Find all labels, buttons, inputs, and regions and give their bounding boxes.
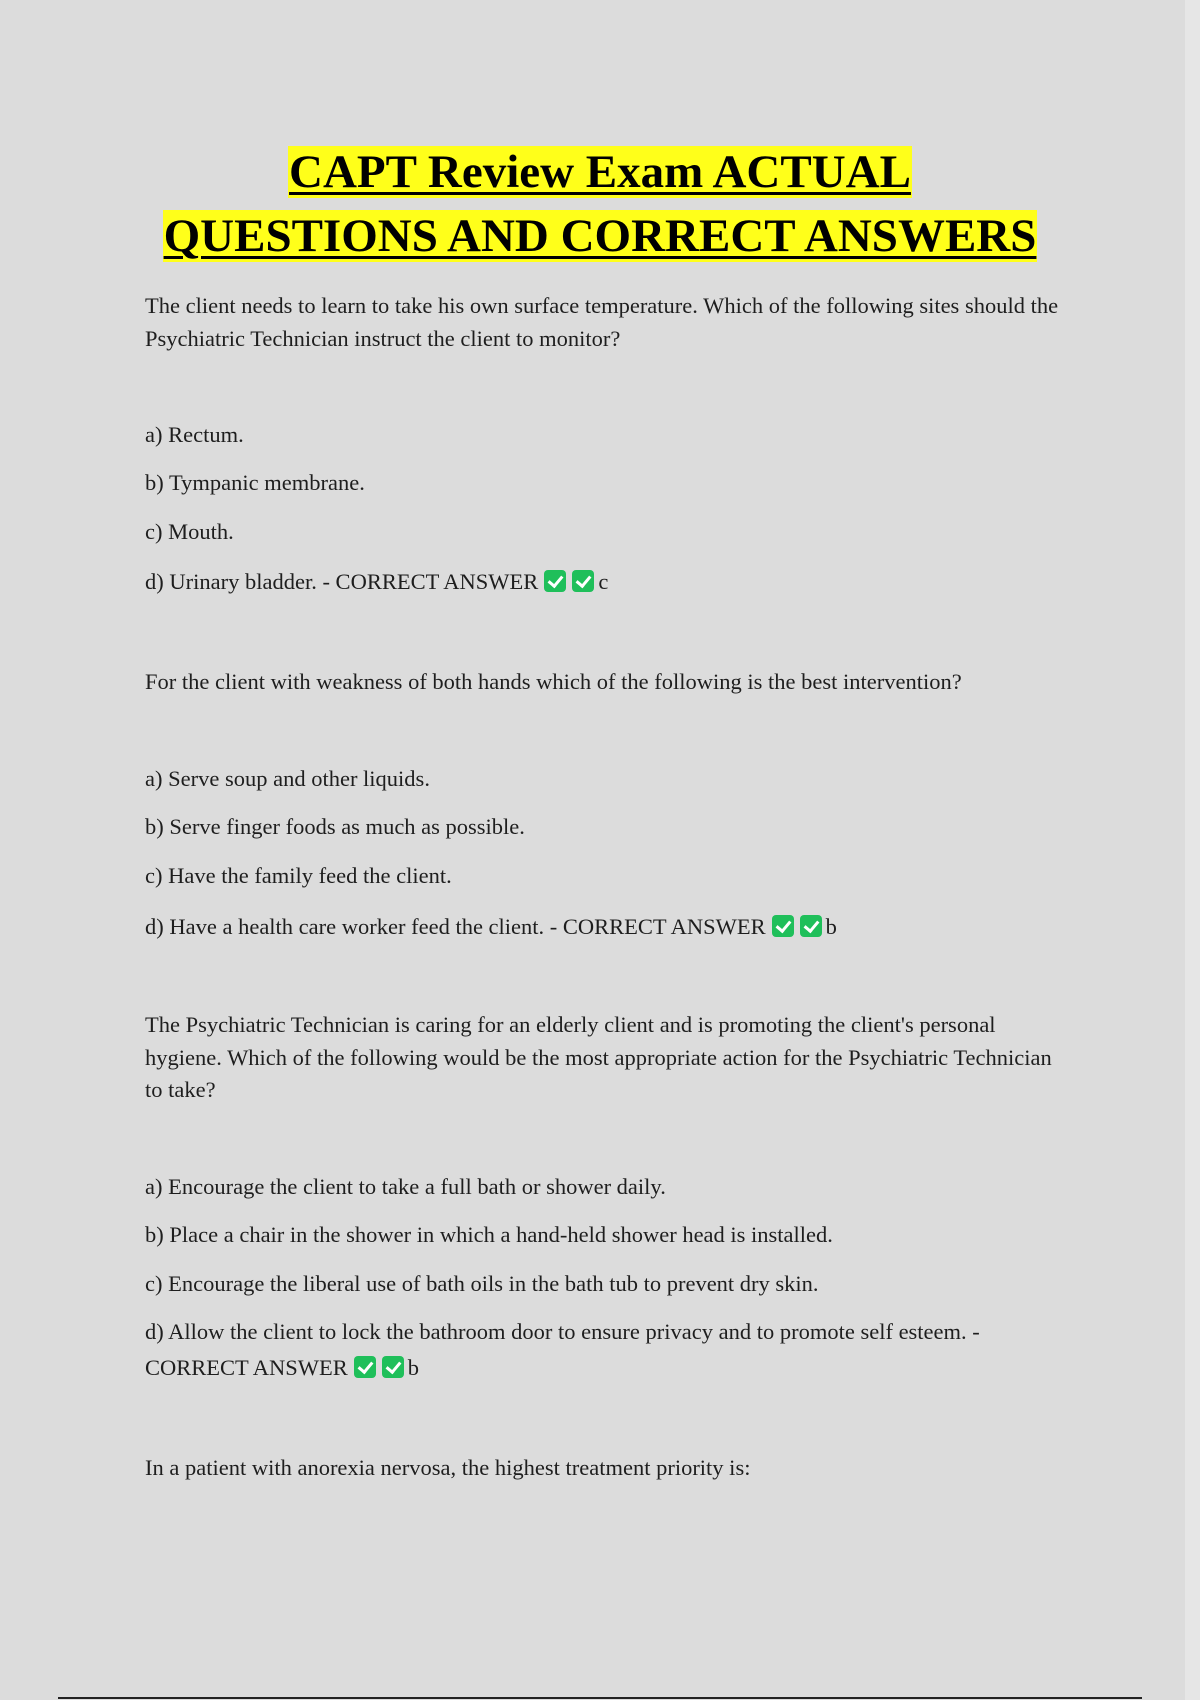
question-2-option-a: a) Serve soup and other liquids.: [145, 766, 430, 791]
question-2-option-d-text: d) Have a health care worker feed the client. - CORRECT ANSWER: [145, 914, 766, 939]
title-line-2: QUESTIONS AND CORRECT ANSWERS: [163, 210, 1037, 262]
question-3-option-d: [145, 1314, 1065, 1386]
title-line-1: CAPT Review Exam ACTUAL: [289, 146, 911, 198]
question-2-stem: For the client with weakness of both hands which of the following is the best intervention?: [145, 669, 962, 694]
question-3-option-a: a) Encourage the client to take a full bath or shower daily.: [145, 1174, 666, 1199]
green-checkbox-icon: [572, 570, 594, 592]
question-3-stem: The Psychiatric Technician is caring for an elderly client and is promoting the client's personal hygiene. Which of the following would be the most appropriate action for the Psychiatric Technician to take?: [145, 1012, 1052, 1102]
green-checkbox-icon: [772, 915, 794, 937]
question-1-stem: The client needs to learn to take his own surface temperature. Which of the following sites should the Psychiatric Technician instruct the client to monitor?: [145, 293, 1059, 351]
question-3-option-d-text: d) Allow the client to lock the bathroom door to ensure privacy and to promote self esteem. - CORRECT ANSWER: [145, 1319, 980, 1380]
question-3-option-c: c) Encourage the liberal use of bath oils in the bath tub to prevent dry skin.: [145, 1271, 819, 1296]
green-checkbox-icon: [354, 1356, 376, 1378]
green-checkbox-icon: [382, 1356, 404, 1378]
green-checkbox-icon: [800, 915, 822, 937]
viewer-scroll-edge: [1185, 0, 1200, 1700]
green-checkbox-icon: [544, 570, 566, 592]
question-3-answer: b: [407, 1355, 419, 1380]
question-1-option-d: [145, 567, 1065, 597]
question-4-stem: In a patient with anorexia nervosa, the highest treatment priority is:: [145, 1455, 751, 1480]
question-2-option-d: [145, 912, 1065, 942]
question-1-answer: c: [598, 569, 609, 594]
question-1-option-a: a) Rectum.: [145, 422, 244, 447]
question-2-option-b: b) Serve finger foods as much as possible.: [145, 814, 525, 839]
question-1-option-d-text: d) Urinary bladder. - CORRECT ANSWER: [145, 569, 539, 594]
question-2-option-c: c) Have the family feed the client.: [145, 863, 452, 888]
question-2-answer: b: [825, 914, 837, 939]
question-3-option-b: b) Place a chair in the shower in which a hand-held shower head is installed.: [145, 1222, 833, 1247]
question-1-option-c: c) Mouth.: [145, 519, 234, 544]
question-1-option-b: b) Tympanic membrane.: [145, 470, 365, 495]
document-title: [0, 140, 1200, 268]
page-bottom-rule: [58, 1697, 1142, 1699]
